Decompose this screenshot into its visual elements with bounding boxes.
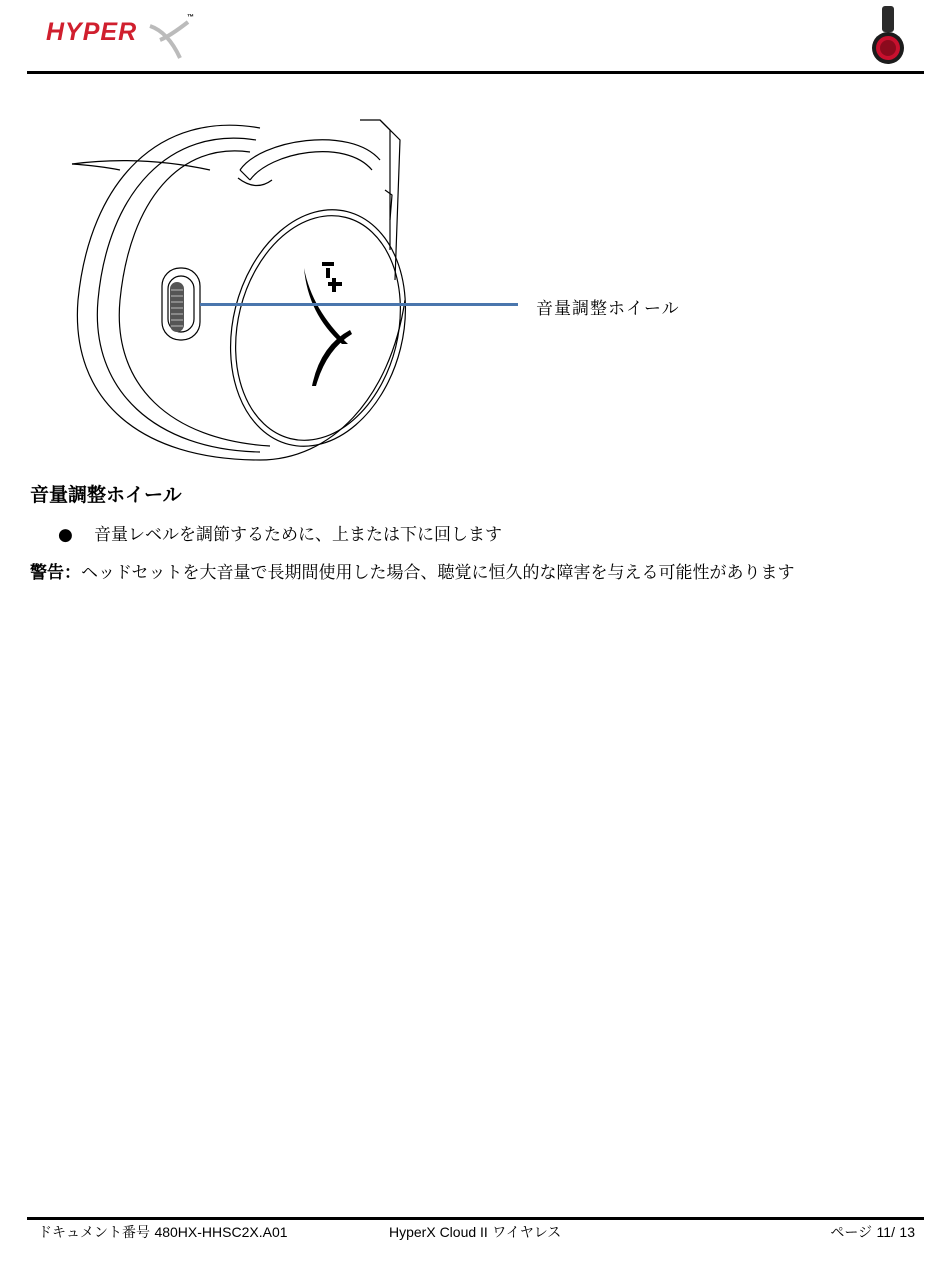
hyperx-logo (44, 12, 204, 64)
warning-paragraph (30, 558, 795, 583)
hyperx-cup-logo-icon (304, 262, 352, 386)
headset-earcup-illustration (60, 100, 540, 480)
page-separator: / (891, 1224, 895, 1240)
list-item (58, 520, 502, 545)
volume-wheel-callout-label: 音量調整ホイール (536, 299, 680, 319)
product-name: HyperX Cloud II (389, 1224, 488, 1240)
warning-text: ヘッドセットを大音量で長期間使用した場合、聴覚に恒久的な障害を与える可能性があります (81, 563, 795, 583)
bullet-icon: ● (58, 525, 73, 545)
footer-product-title (389, 1222, 561, 1242)
page-total: 13 (899, 1224, 915, 1240)
warning-label: 警告： (30, 563, 81, 583)
section-heading: 音量調整ホイール (30, 484, 182, 506)
footer-document-number (38, 1222, 288, 1242)
bullet-text: 音量レベルを調節するために、上または下に回します (94, 525, 502, 545)
callout-leader-line (200, 303, 518, 306)
page-current: 11 (876, 1224, 892, 1240)
trademark-symbol: ™ (187, 14, 194, 21)
doc-label: ドキュメント番号 (38, 1225, 150, 1241)
doc-number: 480HX-HHSC2X.A01 (154, 1224, 288, 1240)
footer-divider (27, 1217, 924, 1220)
logo-wordmark: HYPER (46, 18, 138, 46)
product-suffix: ワイヤレス (492, 1225, 562, 1241)
header-divider (27, 71, 924, 74)
page-label: ページ (830, 1225, 873, 1241)
footer-page-number (830, 1222, 915, 1242)
headset-product-icon (866, 4, 910, 68)
